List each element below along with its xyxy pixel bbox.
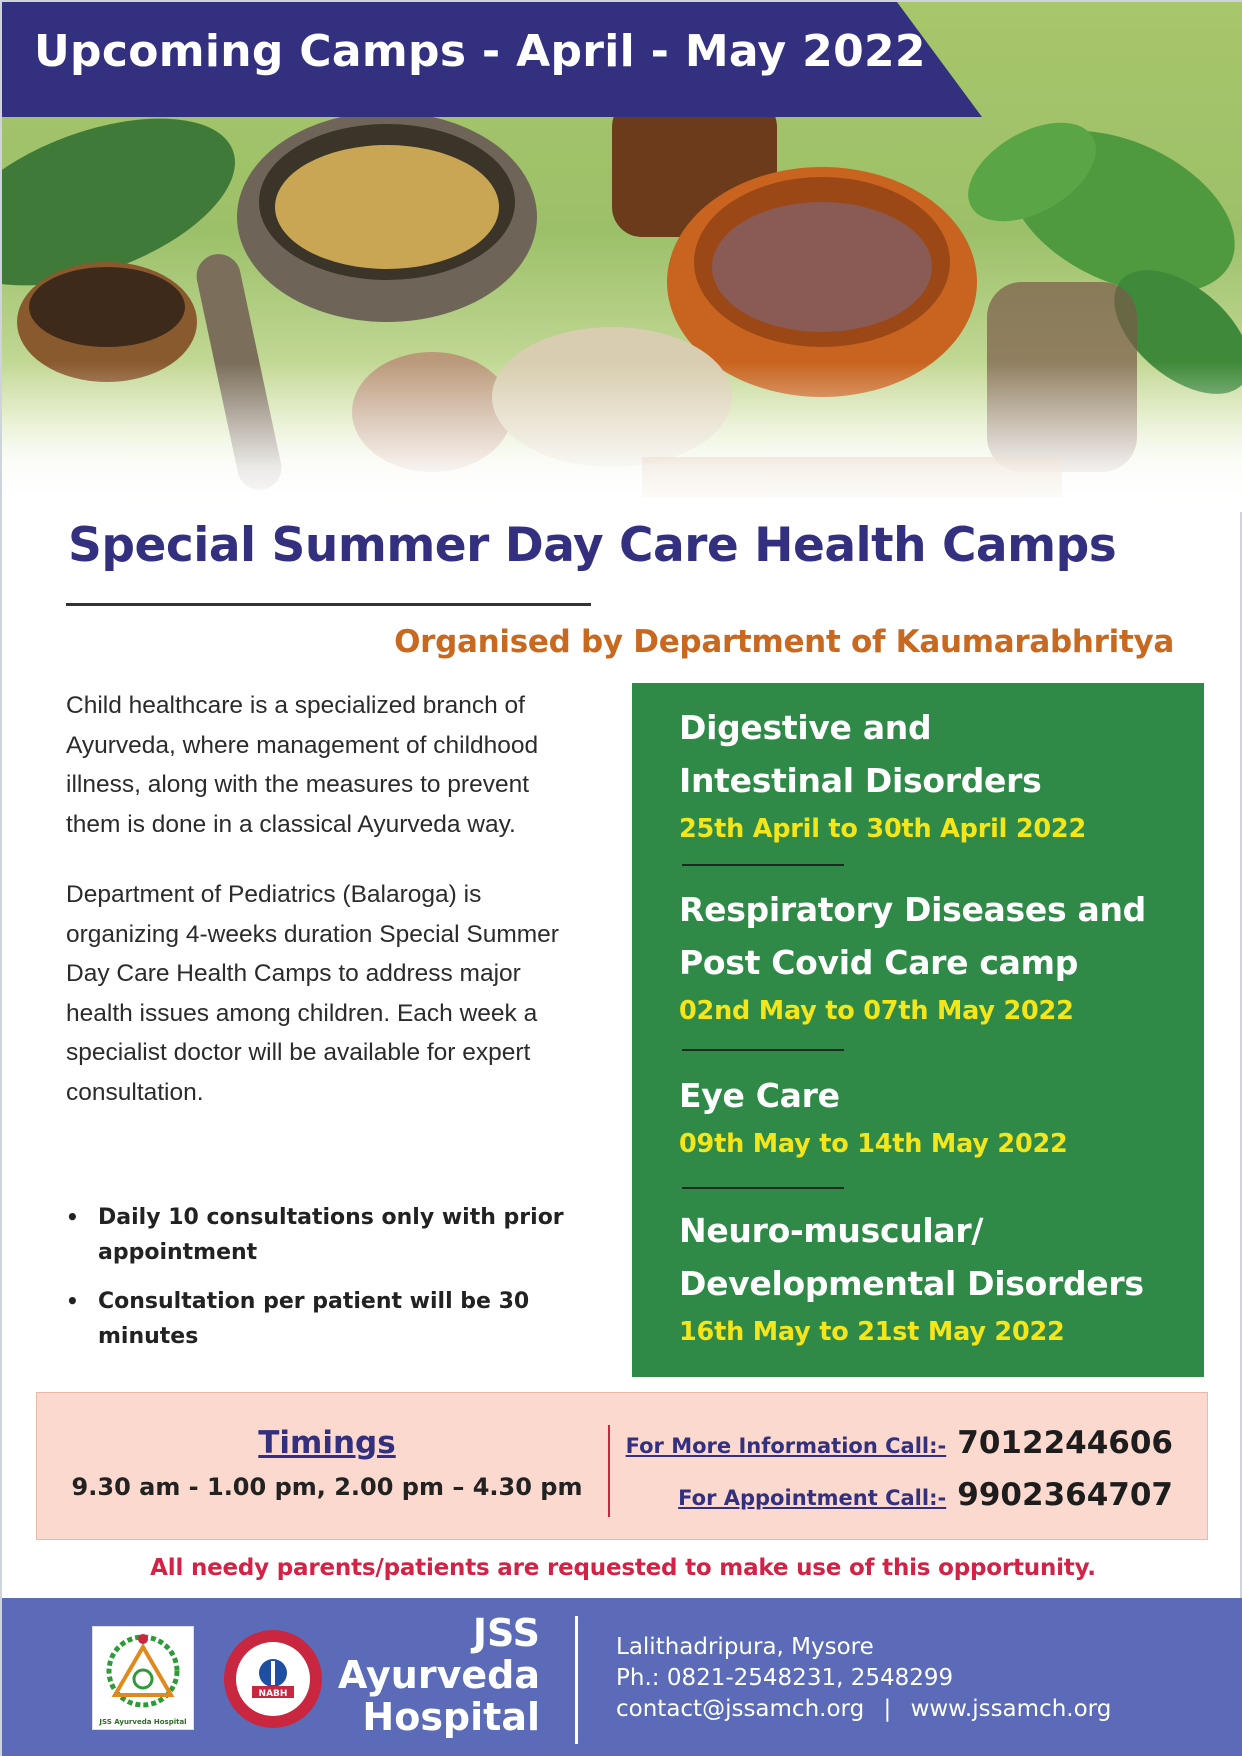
appointment-call-label: For Appointment Call:- [678, 1486, 947, 1510]
brand-name [332, 1612, 540, 1738]
brand-line: JSS [472, 1611, 540, 1655]
timings-contact-box [36, 1392, 1208, 1540]
appointment-call-row [678, 1477, 1173, 1513]
camp-date: 25th April to 30th April 2022 [679, 814, 1087, 844]
banner-title: Upcoming Camps - April - May 2022 [34, 26, 926, 77]
intro-paragraph-2: Department of Pediatrics (Balaroga) is organizing 4-weeks duration Special Summer Day Care Health Camps to address major health issues among children. Each week a specialist doctor will be available for expert consultation. [66, 881, 559, 1106]
footer-link-separator: | [883, 1696, 892, 1722]
camp-title: Respiratory Diseases and [679, 890, 1146, 929]
camp-divider [682, 864, 844, 866]
intro-paragraph-1: Child healthcare is a specialized branch of Ayurveda, where management of childhood illness, along with the measures to prevent them is done in a classical Ayurveda way. [66, 692, 539, 838]
footer [2, 1598, 1242, 1756]
info-call-label: For More Information Call:- [625, 1434, 947, 1458]
camp-title: Eye Care [679, 1076, 840, 1115]
jss-logo-caption: JSS Ayurveda Hospital [99, 1718, 187, 1726]
hero-image [2, 2, 1242, 512]
camp-title: Post Covid Care camp [679, 943, 1079, 982]
info-separator [608, 1425, 610, 1517]
camp-title: Neuro-muscular/ [679, 1211, 984, 1250]
jss-logo [92, 1626, 194, 1730]
appointment-phone-number[interactable]: 9902364707 [957, 1477, 1173, 1513]
nabh-seal-icon [222, 1628, 324, 1730]
bullet-list [66, 1200, 566, 1368]
brand-line: Ayurveda [337, 1653, 540, 1697]
brand-line: Hospital [362, 1695, 540, 1739]
notice-text: All needy parents/patients are requested to make use of this opportunity. [150, 1555, 1096, 1581]
info-phone-number[interactable]: 7012244606 [957, 1425, 1173, 1461]
camp-date: 09th May to 14th May 2022 [679, 1129, 1068, 1159]
footer-address-block [616, 1632, 1111, 1725]
camp-divider [682, 1049, 844, 1051]
footer-separator [575, 1616, 578, 1744]
jss-emblem-icon [93, 1627, 193, 1729]
hero-fade [2, 362, 1242, 512]
description [66, 686, 586, 1143]
organised-by: Organised by Department of Kaumarabhritya [394, 624, 1174, 660]
camp-title: Intestinal Disorders [679, 761, 1042, 800]
timings-value: 9.30 am - 1.00 pm, 2.00 pm – 4.30 pm [71, 1473, 583, 1501]
camp-date: 02nd May to 07th May 2022 [679, 996, 1074, 1026]
nabh-text: NABH [258, 1689, 288, 1699]
camp-divider [682, 1187, 844, 1189]
footer-address: Lalithadripura, Mysore [616, 1634, 874, 1660]
footer-email-link[interactable]: contact@jssamch.org [616, 1696, 865, 1722]
camp-title: Digestive and [679, 708, 932, 747]
camp-title: Developmental Disorders [679, 1264, 1144, 1303]
camp-item [679, 1204, 1189, 1352]
camp-schedule-box [632, 683, 1204, 1377]
bullet-item: • Consultation per patient will be 30 minutes [66, 1284, 566, 1354]
footer-phone: Ph.: 0821-2548231, 2548299 [616, 1665, 954, 1691]
headline-rule [66, 603, 591, 606]
footer-contact-line [616, 1694, 1111, 1725]
bullet-item: • Daily 10 consultations only with prior appointment [66, 1200, 566, 1270]
info-call-row [626, 1425, 1173, 1461]
nabh-logo [222, 1628, 324, 1730]
headline: Special Summer Day Care Health Camps [68, 518, 1117, 573]
camp-item [679, 701, 1189, 849]
camp-item [679, 883, 1189, 1031]
camp-date: 16th May to 21st May 2022 [679, 1317, 1065, 1347]
footer-website-link[interactable]: www.jssamch.org [910, 1696, 1112, 1722]
timings-heading: Timings [258, 1425, 396, 1461]
camp-item [679, 1069, 1189, 1164]
